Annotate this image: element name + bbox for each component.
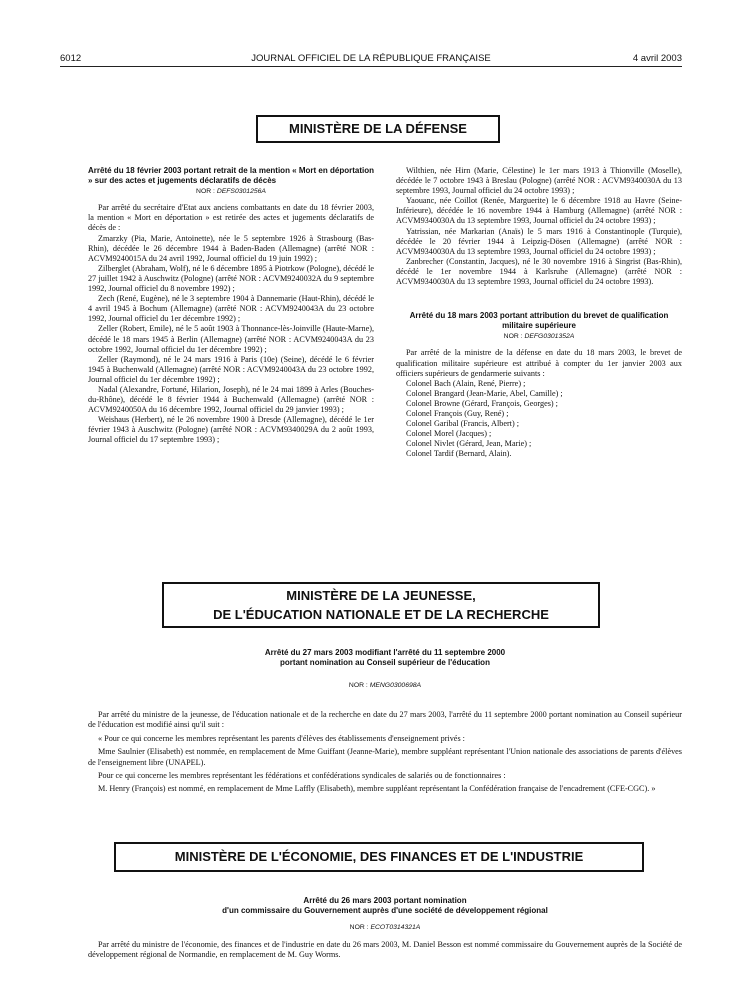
list-item: Zanbrecher (Constantin, Jacques), né le 30 novembre 1916 à Singrist (Bas-Rhin), décédé le 1er novembre 1944 à Karlsruhe (Allemagne) (arrêté NOR : ACVM9340030A du 13 septembre 1993, Journal officiel du 24 octobre 1993). <box>396 256 682 287</box>
list-item: Weishaus (Herbert), né le 26 novembre 1900 à Dresde (Allemagne), décédé le 1er février 1943 à Auschwitz (Pologne) (arrêté NOR : ACVM9340029A du 2 août 1993, Journal officiel du 17 septembre 1993) ; <box>88 415 374 445</box>
list-item: Colonel Brangard (Jean-Marie, Abel, Camille) ; <box>406 388 563 398</box>
list-item: Wilthien, née Hirn (Marie, Célestine) le 1er mars 1913 à Thionville (Moselle), décédée le 7 octobre 1943 à Breslau (Pologne) (arrêté NOR : ACVM9340030A du 13 septembre 1993, Journal officiel du 24 octobre 1993) ; <box>396 166 682 196</box>
header-rule <box>60 66 682 67</box>
journal-title: JOURNAL OFFICIEL DE LA RÉPUBLIQUE FRANÇAISE <box>251 53 491 64</box>
list-item: Colonel Nivlet (Gérard, Jean, Marie) ; <box>406 439 532 449</box>
list-item: Zilberglet (Abraham, Wolf), né le 6 décembre 1895 à Piotrkow (Pologne), décédé le 27 juillet 1942 à Auschwitz (Pologne) (arrêté NOR : ACVM9240032A du 9 septembre 1992, Journal officiel du 8 novembre 1992) ; <box>88 263 374 294</box>
list-item: Yaouanc, née Coillot (Renée, Marguerite) le 6 décembre 1918 au Havre (Seine-Inférieure), décédée le 16 novembre 1944 à Hamburg (Allemagne) (arrêté NOR : ACVM9340030A du 13 septembre 1993, Journal officiel du 24 octobre 1993) ; <box>396 196 682 226</box>
issue-date: 4 avril 2003 <box>632 53 682 64</box>
list-item: Nadal (Alexandre, Fortuné, Hilarion, Joseph), né le 24 mai 1899 à Arles (Bouches-du-Rhône), décédé le 8 février 1944 à Buchenwald (Allemagne) (arrêté NOR : ACVM9240050A du 16 décembre 1992, Journal officiel du 29 janvier 1993) ; <box>88 384 374 415</box>
decree-intro: Par arrêté du secrétaire d'Etat aux anciens combattants en date du 18 février 2003, la mention « Mort en déportation » est retirée des actes et jugements déclaratifs de décès de : <box>88 203 374 233</box>
right-column <box>396 166 682 459</box>
ministry-heading-education: MINISTÈRE DE LA JEUNESSE, DE L'ÉDUCATION NATIONALE ET DE LA RECHERCHE <box>162 582 600 628</box>
list-item: Zeller (Raymond), né le 24 mars 1916 à Paris (10e) (Seine), décédé le 6 février 1945 à Buchenwald (Allemagne) (arrêté NOR : ACVM9240043A du 23 octobre 1992, Journal officiel du 1er décembre 1992) ; <box>88 354 374 384</box>
page-number: 6012 <box>60 53 82 64</box>
list-item: Colonel Tardif (Bernard, Alain). <box>406 449 512 459</box>
decree-title: Arrêté du 18 mars 2003 portant attribution du brevet de qualification militaire supérieure <box>409 311 669 330</box>
decree-title: Arrêté du 27 mars 2003 modifiant l'arrêté du 11 septembre 2000 portant nomination au Conseil supérieur de l'éducation <box>264 648 506 667</box>
ministry-heading-economy: MINISTÈRE DE L'ÉCONOMIE, DES FINANCES ET DE L'INDUSTRIE <box>114 842 644 872</box>
list-item: Colonel Morel (Jacques) ; <box>406 429 492 439</box>
decree-title: Arrêté du 18 février 2003 portant retrait de la mention « Mort en déportation » sur des actes et jugements déclaratifs de décès <box>88 166 374 185</box>
decree-intro: Par arrêté de la ministre de la défense en date du 18 mars 2003, le brevet de qualification militaire supérieure est attribué à compter du 1er janvier 2003 aux officiers supérieurs de gendarmerie suivants : <box>396 348 682 378</box>
decree-title: Arrêté du 26 mars 2003 portant nomination d'un commissaire du Gouvernement auprès d'une société de développement régional <box>222 896 548 915</box>
ministry-heading-defense: MINISTÈRE DE LA DÉFENSE <box>256 115 500 143</box>
list-item: Colonel Browne (Gérard, François, Georges) ; <box>406 398 558 408</box>
list-item: Colonel Bach (Alain, René, Pierre) ; <box>406 378 526 388</box>
decree-body: Par arrêté du ministre de l'économie, des finances et de l'industrie en date du 26 mars 2003, M. Daniel Besson est nommé commissaire du Gouvernement auprès de la Société de développement régional de Normandie, en remplacement de M. Guy Worms. <box>88 940 682 960</box>
nor-reference: NOR : DEFS0301256A <box>196 188 266 196</box>
list-item: Zmarzky (Pia, Marie, Antoinette), née le 5 septembre 1926 à Strasbourg (Bas-Rhin), décédée le 26 décembre 1944 à Baden-Baden (Allemagne) (arrêté NOR : ACVM9240015A du 24 avril 1992, Journal officiel du 19 juin 1992) ; <box>88 233 374 263</box>
list-item: Colonel François (Guy, René) ; <box>406 408 509 418</box>
nor-reference: NOR : MENG0300698A <box>348 682 422 689</box>
list-item: Yatrissian, née Markarian (Anaïs) le 5 mars 1916 à Constantinople (Turquie), décédée le 20 février 1944 à Leipzig-Dösen (Allemagne) (arrêté NOR : ACVM9340030A du 13 septembre 1993, Journal officiel du 24 octobre 1993) ; <box>396 226 682 256</box>
list-item: Colonel Garibal (Francis, Albert) ; <box>406 419 520 429</box>
nor-reference: NOR : DEFG0301352A <box>503 333 575 341</box>
decree-body: Par arrêté du ministre de la jeunesse, de l'éducation nationale et de la recherche en date du 27 mars 2003, l'arrêté du 11 septembre 2000 portant nomination au Conseil supérieur de l'éducation est modifié ainsi qu'il suit : « Pour ce qui concerne les membres représentant les parents d'élèves des établissements d'enseignement privés : Mme Saulnier (Elisabeth) est nommée, en remplacement de Mme Guiffant (Jeanne-Marie), membre suppléant représentant l'Union nationale des associations de parents d'élèves de l'enseignement libre (UNAPEL). Pour ce qui concerne les membres représentant les fédérations et confédérations syndicales de salariés ou de fonctionnaires : M. Henry (François) est nommé, en remplacement de Mme Laffly (Elisabeth), membre suppléant représentant la Confédération française de l'encadrement (CFE-CGC). » <box>88 710 682 794</box>
nor-reference: NOR : ECOT0314321A <box>349 924 421 931</box>
list-item: Zeller (Robert, Emile), né le 5 août 1903 à Thonnance-lès-Joinville (Haute-Marne), décédé le 18 mars 1945 à Berlin (Allemagne) (arrêté NOR : ACVM9240043A du 23 octobre 1992, Journal officiel du 1er décembre 1992) ; <box>88 324 374 354</box>
list-item: Zech (René, Eugène), né le 3 septembre 1904 à Dannemarie (Haut-Rhin), décédé le 4 avril 1945 à Bochum (Allemagne) (arrêté NOR : ACVM9240043A du 23 octobre 1992, Journal officiel du 1er décembre 1992) ; <box>88 294 374 324</box>
left-column <box>88 166 374 446</box>
